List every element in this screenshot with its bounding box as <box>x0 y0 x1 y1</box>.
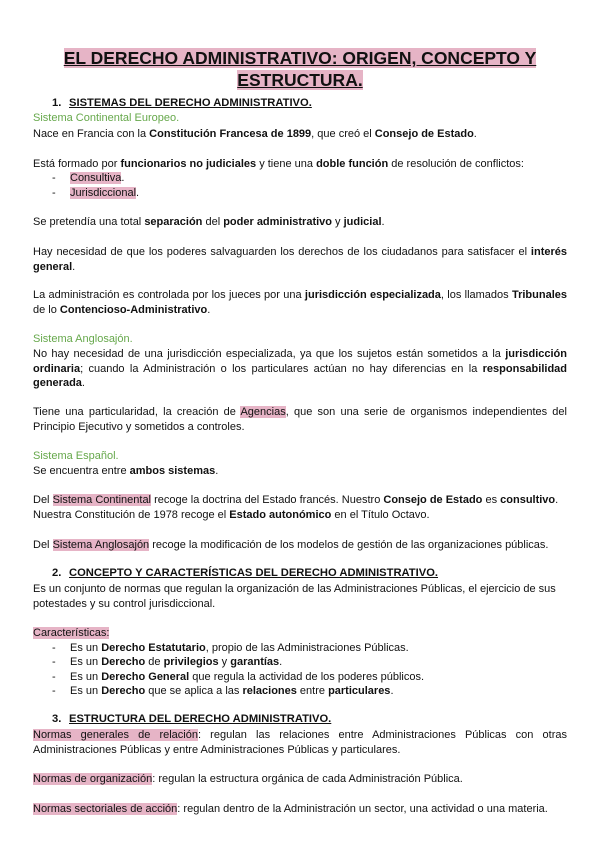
anglosajon-paragraph-1: No hay necesidad de una jurisdicción especializada, ya que los sujetos están sometidos a la jurisdicción ordinaria; cuando la Administración o los particulares actúan no hay diferencias en la responsabilidad generada. <box>33 348 567 390</box>
continental-highlight: Sistema Continental <box>52 494 152 506</box>
section-1-number: 1. <box>52 97 62 109</box>
list-item: - Es un Derecho de privilegios y garantías. <box>52 656 283 668</box>
continental-paragraph-3: Se pretendía una total separación del poder administrativo y judicial. <box>33 216 385 228</box>
list-item-jurisdiccional: Jurisdiccional <box>70 187 137 199</box>
list-item: - Es un Derecho que se aplica a las relaciones entre particulares. <box>52 685 394 697</box>
title-line-2: ESTRUCTURA. <box>237 70 363 90</box>
anglosajon-paragraph-2: Tiene una particularidad, la creación de Agencias, que son una serie de organismos independientes del Principio Ejecutivo y sometidos a controles. <box>33 406 567 433</box>
continental-label: Sistema Continental Europeo. <box>33 112 180 124</box>
espanol-label: Sistema Español. <box>33 450 119 462</box>
title-line-1: EL DERECHO ADMINISTRATIVO: ORIGEN, CONCEPTO Y <box>63 48 537 68</box>
caracteristicas-label: Características: <box>33 627 110 639</box>
anglosajon-label: Sistema Anglosajón. <box>33 333 133 345</box>
section-3-heading <box>52 713 331 725</box>
agencias-highlight: Agencias <box>240 406 286 418</box>
list-item-consultiva: Consultiva <box>70 172 122 184</box>
continental-paragraph-2: Está formado por funcionarios no judiciales y tiene una doble función de resolución de conflictos: <box>33 158 524 170</box>
espanol-paragraph-2: Del Sistema Continental recoge la doctrina del Estado francés. Nuestro Consejo de Estado es consultivo. Nuestra Constitución de 1978 recoge el Estado autonómico en el Título Octavo. <box>33 494 559 521</box>
document-title <box>40 47 560 91</box>
section-2-title: CONCEPTO Y CARACTERÍSTICAS DEL DERECHO ADMINISTRATIVO. <box>69 567 439 579</box>
section-3-title: ESTRUCTURA DEL DERECHO ADMINISTRATIVO. <box>69 713 332 725</box>
section-2-number: 2. <box>52 567 62 579</box>
normas-sectoriales-label: Normas sectoriales de acción <box>33 803 178 815</box>
normas-organizacion-label: Normas de organización <box>33 773 153 785</box>
continental-paragraph-4: Hay necesidad de que los poderes salvaguarden los derechos de los ciudadanos para satisfacer el interés general. <box>33 246 567 273</box>
list-item: - Consultiva. <box>52 172 125 184</box>
normas-relacion-label: Normas generales de relación <box>33 729 198 741</box>
section-3-number: 3. <box>52 713 62 725</box>
normas-relacion-paragraph: Normas generales de relación: regulan las relaciones entre Administraciones Públicas con otras Administraciones Públicas y entre Administraciones Públicas y particulares. <box>33 729 567 756</box>
section-1-title: SISTEMAS DEL DERECHO ADMINISTRATIVO. <box>69 97 312 109</box>
normas-sectoriales-paragraph: Normas sectoriales de acción: regulan dentro de la Administración un sector, una actividad o una materia. <box>33 803 548 815</box>
section-1-heading <box>52 97 312 109</box>
normas-organizacion-paragraph: Normas de organización: regulan la estructura orgánica de cada Administración Pública. <box>33 773 463 785</box>
list-item: - Es un Derecho General que regula la actividad de los poderes públicos. <box>52 671 425 683</box>
section-2-heading <box>52 567 438 579</box>
list-item: - Es un Derecho Estatutario, propio de las Administraciones Públicas. <box>52 642 409 654</box>
anglosajon-highlight: Sistema Anglosajón <box>52 539 150 551</box>
espanol-paragraph-1: Se encuentra entre ambos sistemas. <box>33 465 219 477</box>
espanol-paragraph-3: Del Sistema Anglosajón recoge la modificación de los modelos de gestión de las organizaciones públicas. <box>33 539 549 551</box>
list-item: - Jurisdiccional. <box>52 187 140 199</box>
concepto-paragraph: Es un conjunto de normas que regulan la organización de las Administraciones Públicas, el ejercicio de sus potestades y su control jurisdiccional. <box>33 583 556 610</box>
continental-paragraph-1: Nace en Francia con la Constitución Francesa de 1899, que creó el Consejo de Estado. <box>33 128 477 140</box>
continental-paragraph-5: La administración es controlada por los jueces por una jurisdicción especializada, los llamados Tribunales de lo Contencioso-Administrativo. <box>33 289 567 316</box>
